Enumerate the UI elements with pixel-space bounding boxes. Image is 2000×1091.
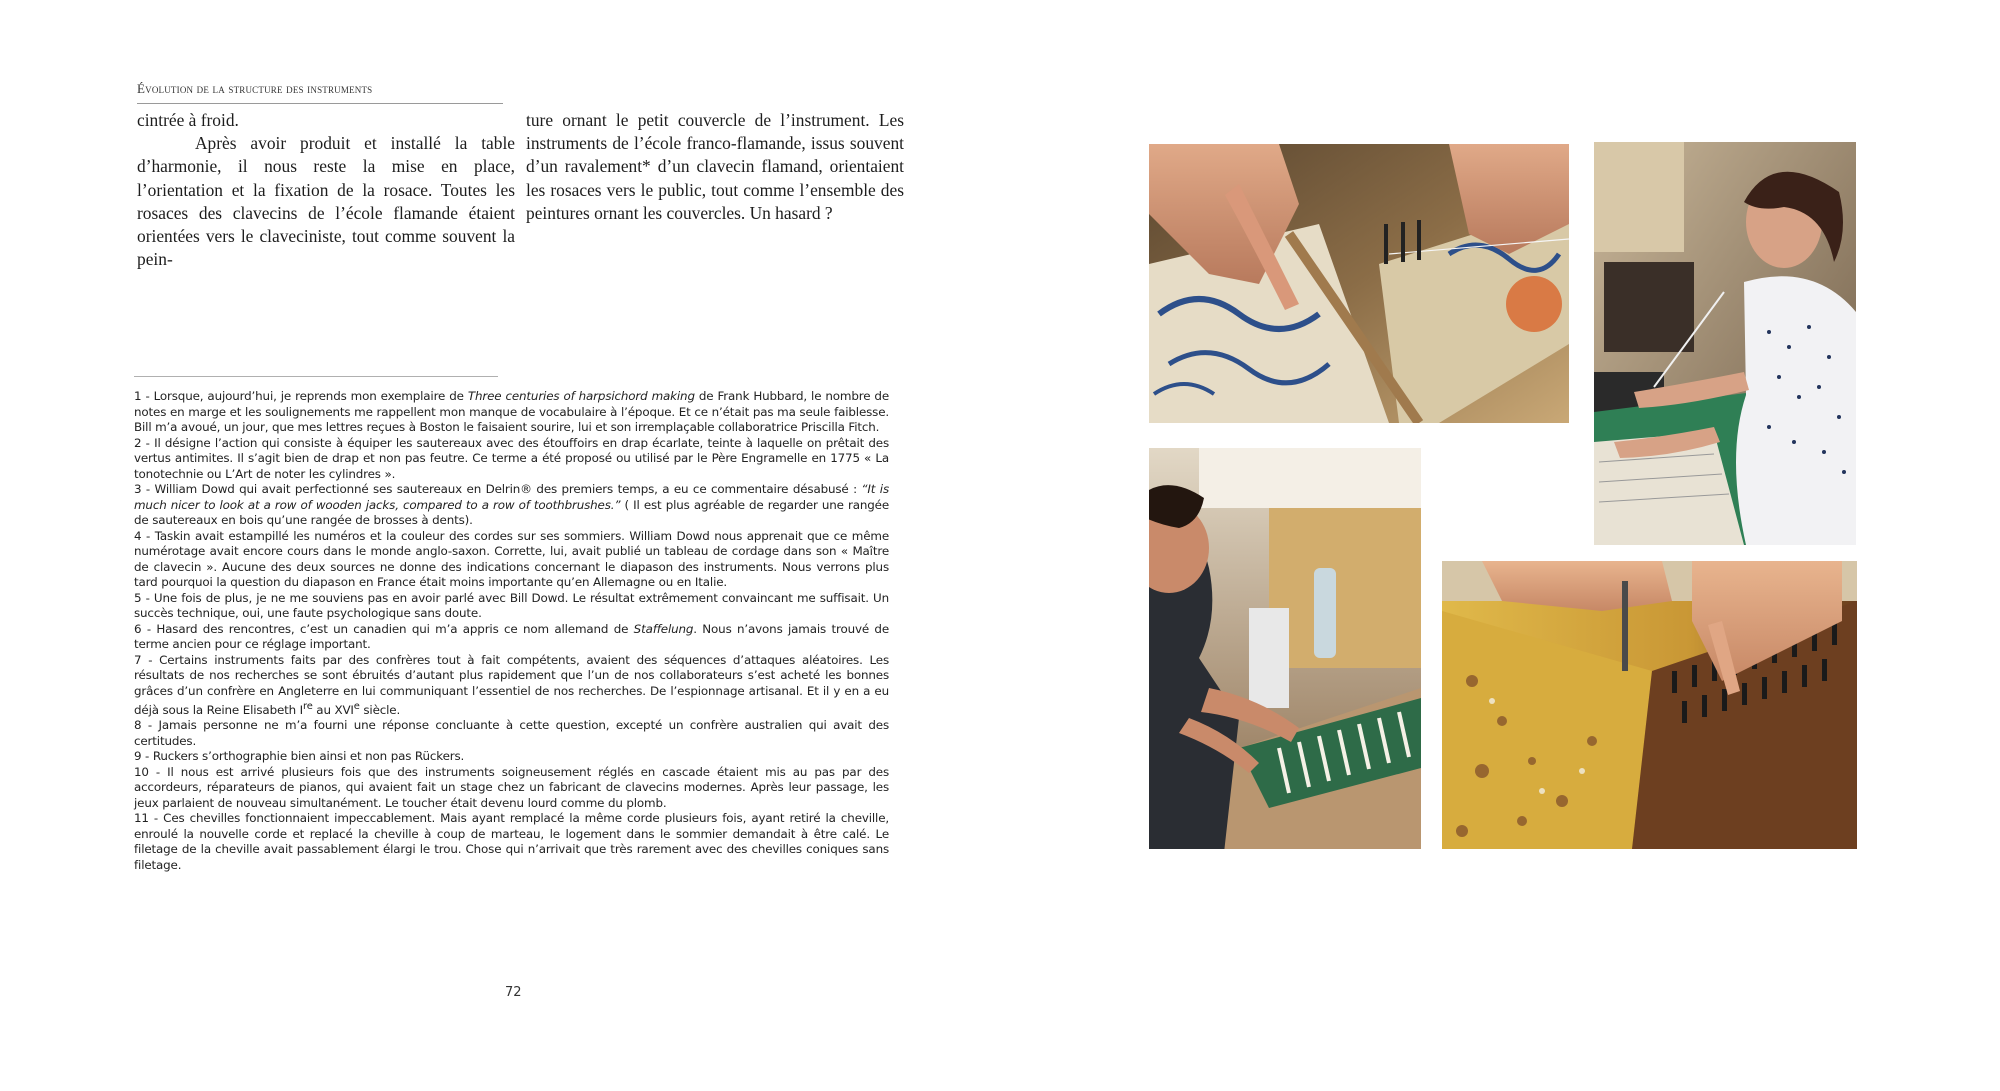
body-column-2 — [526, 109, 904, 225]
footnote-10: 10 - Il nous est arrivé plusieurs fois que des instruments soigneusement réglés en cascade étaient mis au pas par des accordeurs, réparateurs de pianos, qui avaient fait un stage chez un fabricant de clavecins modernes. Après leur passage, les jeux parlaient de nouveau simultanément. Le toucher était devenu lourd comme du plomb. — [134, 764, 889, 810]
body-paragraph: Après avoir produit et installé la table d’harmonie, il nous reste la mise en place, l’orientation et la fixation de la rosace. Toutes les rosaces des clavecins de l’école flamande étaient orientées vers le claveciniste, tout comme souvent la pein- — [137, 133, 515, 270]
footnote-4: 4 - Taskin avait estampillé les numéros et la couleur des cordes sur ses sommiers. William Dowd nous apprenait que ce même numérotage avait encore cours dans le monde anglo-saxon. Corrette, lui, avait publié un tableau de cordage dans son « Maître de clavecin ». Aucune des deux sources ne donne des indications concernant le diapason des instruments. Nous verrons plus tard pourquoi la question du diapason en France était moins importante qu’en Allemagne ou en Italie. — [134, 528, 889, 589]
photo-craftswoman — [1594, 142, 1856, 545]
footnote-1: 1 - Lorsque, aujourd’hui, je reprends mon exemplaire de Three centuries of harpsichord making de Frank Hubbard, le nombre de notes en marge et les soulignements me rappellent mon manque de vocabulaire à l’époque. Et ce n’était pas ma seule faiblesse. Bill m’a avoué, un jour, que mes lettres reçues à Boston le faisaient sourire, lui et son irremplaçable collaboratrice Priscilla Fitch. — [134, 389, 889, 434]
running-head: Évolution de la structure des instruments — [137, 81, 503, 104]
footnote-5: 5 - Une fois de plus, je ne me souviens pas en avoir parlé avec Bill Dowd. Le résultat extrêmement convaincant me suffisait. Un succès technique, oui, une faute psychologique sans doute. — [134, 590, 889, 620]
footnote-6: 6 - Hasard des rencontres, c’est un canadien qui m’a appris ce nom allemand de Staffelung. Nous n’avons jamais trouvé de terme ancien pour ce réglage important. — [134, 621, 889, 651]
footnote-9: 9 - Ruckers s’orthographie bien ainsi et non pas Rückers. — [134, 749, 465, 764]
footnote-3: 3 - William Dowd qui avait perfectionné ses sautereaux en Delrin® des premiers temps, a eu ce commentaire désabusé : “It is much nicer to look at a row of wooden jacks, compared to a row of toothbrushes.” ( Il est plus agréable de regarder une rangée de sautereaux en bois qu’une rangée de brosses à dents). — [134, 482, 889, 527]
photo-tuning-pins — [1442, 561, 1857, 849]
footnote-8: 8 - Jamais personne ne m’a fourni une réponse concluante à cette question, excepté un confrère australien qui avait des certitudes. — [134, 718, 889, 748]
body-paragraph: cintrée à froid. — [137, 110, 239, 130]
photo-rosace-installation — [1149, 144, 1569, 423]
footnote-divider — [134, 376, 498, 377]
body-paragraph: ture ornant le petit couvercle de l’instrument. Les instruments de l’école franco-flamande, issus souvent d’un ravalement* d’un clavecin flamand, orientaient les rosaces vers le public, tout comme l’ensemble des peintures ornant les couvercles. Un hasard ? — [526, 110, 904, 223]
page-number: 72 — [505, 985, 522, 1000]
body-column-1 — [137, 109, 515, 271]
footnote-2: 2 - Il désigne l’action qui consiste à équiper les sautereaux avec des étouffoirs en drap écarlate, teinte à laquelle on prêtait des vertus antimites. Il s’agit bien de drap et non pas feutre. Ce terme a été proposé ou utilisé par le Père Engramelle en 1775 « La tonotechnie ou L’Art de noter les cylindres ». — [134, 435, 889, 481]
right-page — [1000, 0, 2000, 1091]
footnotes — [134, 389, 889, 873]
photo-craftsman-workbench — [1149, 448, 1421, 849]
footnote-7: 7 - Certains instruments faits par des confrères tout à fait compétents, avaient des séquences d’attaques aléatoires. Les résultats de nos recherches se sont ébruités d’autant plus rapidement que l’un de nos collaborateurs s’est acheté les bonnes grâces d’un confrère en Angleterre en lui communiquant l’essentiel de nos recherches. De l’espionnage artisanal. Et il y en a eu déjà sous la Reine Elisabeth Ire au XVIe siècle. — [134, 652, 889, 717]
footnote-11: 11 - Ces chevilles fonctionnaient impeccablement. Mais ayant remplacé la même corde plusieurs fois, ayant retiré la cheville, enroulé la nouvelle corde et replacé la cheville à coup de marteau, le logement dans le sommier demandait à être calé. Le filetage de la cheville avait passablement élargi le trou. Chose qui n’arrivait que très rarement avec des chevilles coniques sans filetage. — [134, 811, 889, 872]
